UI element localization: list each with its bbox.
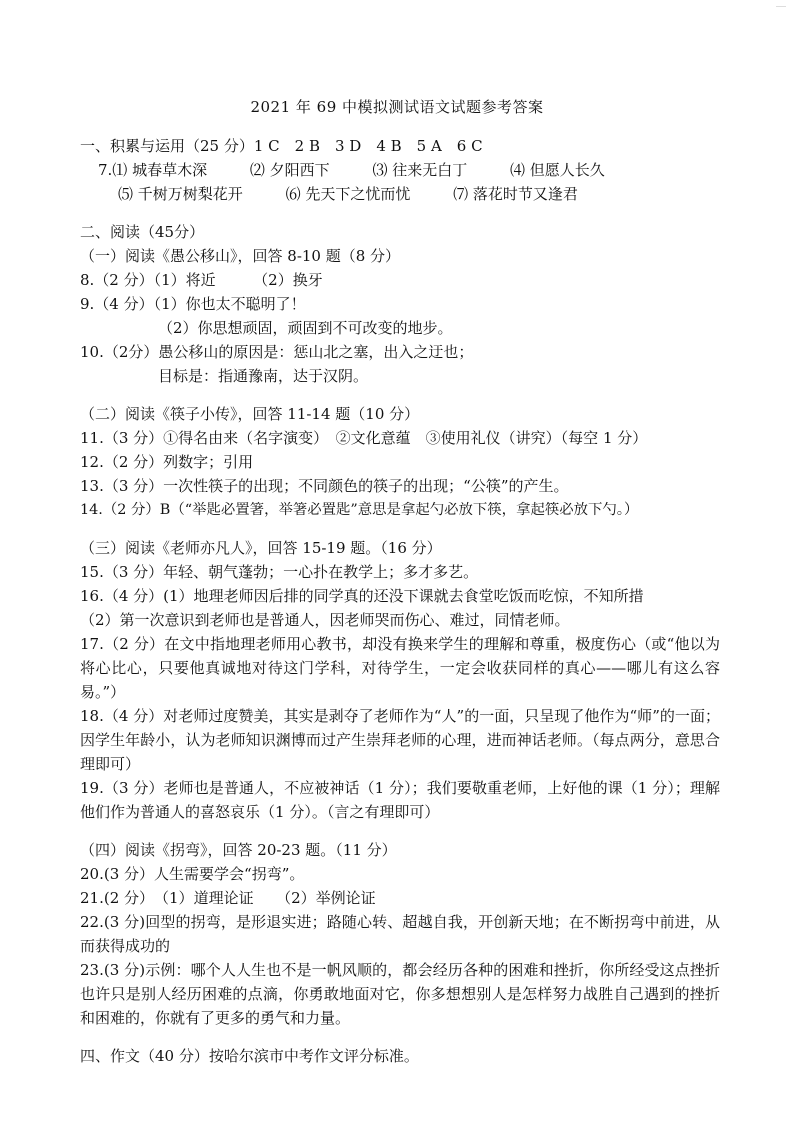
part-2-heading: （二）阅读《筷子小传》，回答 11-14 题（10 分） — [80, 405, 420, 423]
answer-q20: 20.(3 分）人生需要学会“拐弯”。 — [80, 865, 305, 883]
answer-q12: 12.（2 分）列数字；引用 — [80, 453, 254, 471]
answer-q16-a: 16.（4 分）(1）地理老师因后排的同学真的还没下课就去食堂吃饭而吃惊，不知所措 — [80, 587, 644, 605]
answer-q13: 13.（3 分）一次性筷子的出现；不同颜色的筷子的出现；“公筷”的产生。 — [80, 477, 569, 495]
answer-q23: 23.(3 分)示例：哪个人人生也不是一帆风顺的，都会经历各种的困难和挫折，你所经受这点挫折也许只是别人经历困难的点滴，你勇敢地面对它，你多想想别人是怎样努力战胜自己遇到的挫折和困难的，你就有了更多的勇气和力量。 — [80, 961, 720, 1027]
answer-q19: 19.（3 分）老师也是普通人，不应被神话（1 分）；我们要敬重老师，上好他的课（1 分）；理解他们作为普通人的喜怒哀乐（1 分）。（言之有理即可） — [80, 779, 720, 821]
q7-item-3: ⑶ 往来无白丁 — [372, 161, 468, 179]
section-4-heading: 四、作文（40 分）按哈尔滨市中考作文评分标准。 — [80, 1047, 419, 1065]
q7-row-2 — [80, 182, 720, 206]
answer-q18: 18.（4 分）对老师过度赞美，其实是剥夺了老师作为“人”的一面，只呈现了他作为“师”的一面；因学生年龄小，认为老师知识渊博而过产生崇拜老师的心理，进而神话老师。（每点两分，意思合理即可） — [80, 707, 720, 773]
part-3-heading: （三）阅读《老师亦凡人》，回答 15-19 题。（16 分） — [80, 539, 442, 557]
q7-item-7: ⑺ 落花时节又逢君 — [453, 185, 578, 203]
answer-q9-b: （2）你思想顽固，顽固到不可改变的地步。 — [158, 319, 453, 337]
page-title: 2021 年 69 中模拟测试语文试题参考答案 — [250, 98, 544, 116]
answer-q22: 22.(3 分)回型的拐弯，是形退实进；路随心转、超越自我，开创新天地；在不断拐弯中前进，从而获得成功的 — [80, 913, 720, 955]
answer-q10-b: 目标是：指通豫南，达于汉阴。 — [158, 367, 369, 385]
q7-row-1 — [80, 158, 720, 182]
part-1-heading: （一）阅读《愚公移山》，回答 8-10 题（8 分） — [80, 247, 401, 265]
answer-q16-b: （2）第一次意识到老师也是普通人，因老师哭而伤心、难过，同情老师。 — [80, 611, 570, 629]
part-4-heading: （四）阅读《拐弯》，回答 20-23 题。（11 分） — [80, 841, 397, 859]
scan-mark — [776, 6, 786, 7]
q7-item-2: ⑵ 夕阳西下 — [249, 161, 330, 179]
answer-q11: 11.（3 分）①得名由来（名字演变） ②文化意蕴 ③使用礼仪（讲究）（每空 1 分） — [80, 429, 648, 447]
q7-item-1: 7.⑴ 城春草木深 — [98, 161, 208, 179]
answer-q17: 17.（2 分）在文中指地理老师用心教书，却没有换来学生的理解和尊重，极度伤心（或“他以为将心比心，只要他真诚地对待这门学科，对待学生，一定会收获同样的真心——哪儿有这么容易。”） — [80, 635, 720, 701]
q7-item-6: ⑹ 先天下之忧而忧 — [285, 185, 411, 203]
answer-q10-a: 10.（2分）愚公移山的原因是：惩山北之塞，出入之迂也； — [80, 343, 474, 361]
answer-q8: 8.（2 分）（1）将近 （2）换牙 — [80, 271, 323, 289]
answer-q9-a: 9.（4 分）（1）你也太不聪明了！ — [80, 295, 306, 313]
answer-q21: 21.(2 分） （1）道理论证 （2）举例论证 — [80, 889, 376, 907]
q7-item-4: ⑷ 但愿人长久 — [510, 161, 605, 179]
section-1-heading: 一、积累与运用（25 分）1 C 2 B 3 D 4 B 5 A 6 C — [80, 137, 483, 155]
section-2-heading: 二、阅读（45分） — [80, 223, 205, 241]
answer-q14: 14.（2 分）B（“举匙必置箸，举箸必置匙”意思是拿起勺必放下筷，拿起筷必放下勺。） — [80, 502, 639, 518]
answer-q15: 15.（3 分）年轻、朝气蓬勃；一心扑在教学上；多才多艺。 — [80, 563, 479, 581]
answer-content — [80, 134, 720, 1068]
q7-item-5: ⑸ 千树万树梨花开 — [118, 185, 243, 203]
